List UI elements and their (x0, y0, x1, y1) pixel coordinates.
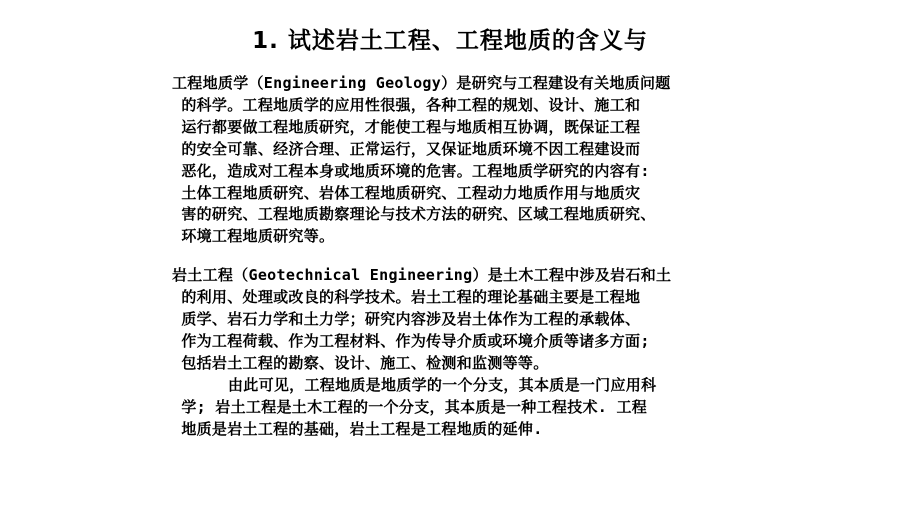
slide-title: 1. 试述岩土工程、工程地质的含义与 (252, 28, 648, 54)
text-line: 运行都要做工程地质研究，才能使工程与地质相互协调，既保证工程 (172, 117, 641, 136)
text-line: 岩土工程（Geotechnical Engineering）是土木工程中涉及岩石和土 (172, 266, 672, 285)
text-line: 质学、岩石力学和土力学；研究内容涉及岩土体作为工程的承载体、 (172, 310, 641, 329)
text-line: 学; 岩土工程是土木工程的一个分支，其本质是一种工程技术. 工程 (172, 397, 648, 416)
text-line: 工程地质学（Engineering Geology）是研究与工程建设有关地质问题 (172, 74, 671, 92)
paragraph-geotechnical-engineering (172, 265, 772, 440)
paragraph-spacer (172, 248, 772, 265)
slide-body (172, 73, 772, 441)
paragraph-engineering-geology (172, 73, 772, 248)
text-line: 环境工程地质研究等。 (172, 227, 335, 246)
text-line: 包括岩土工程的勘察、设计、施工、检测和监测等等。 (172, 353, 549, 372)
text-line: 的安全可靠、经济合理、正常运行，又保证地质环境不因工程建设而 (172, 139, 641, 158)
text-line: 害的研究、工程地质勘察理论与技术方法的研究、区域工程地质研究、 (172, 205, 656, 224)
text-line: 土体工程地质研究、岩体工程地质研究、工程动力地质作用与地质灾 (172, 183, 641, 202)
text-line: 的利用、处理或改良的科学技术。岩土工程的理论基础主要是工程地 (172, 288, 641, 307)
text-line: 作为工程荷载、作为工程材料、作为传导介质或环境介质等诸多方面; (172, 331, 650, 350)
text-line: 由此可见，工程地质是地质学的一个分支，其本质是一门应用科 (172, 375, 657, 394)
text-line: 恶化，造成对工程本身或地质环境的危害。工程地质学研究的内容有: (172, 161, 650, 180)
text-line: 的科学。工程地质学的应用性很强，各种工程的规划、设计、施工和 (172, 95, 641, 114)
text-line: 地质是岩土工程的基础，岩土工程是工程地质的延伸. (172, 419, 543, 438)
